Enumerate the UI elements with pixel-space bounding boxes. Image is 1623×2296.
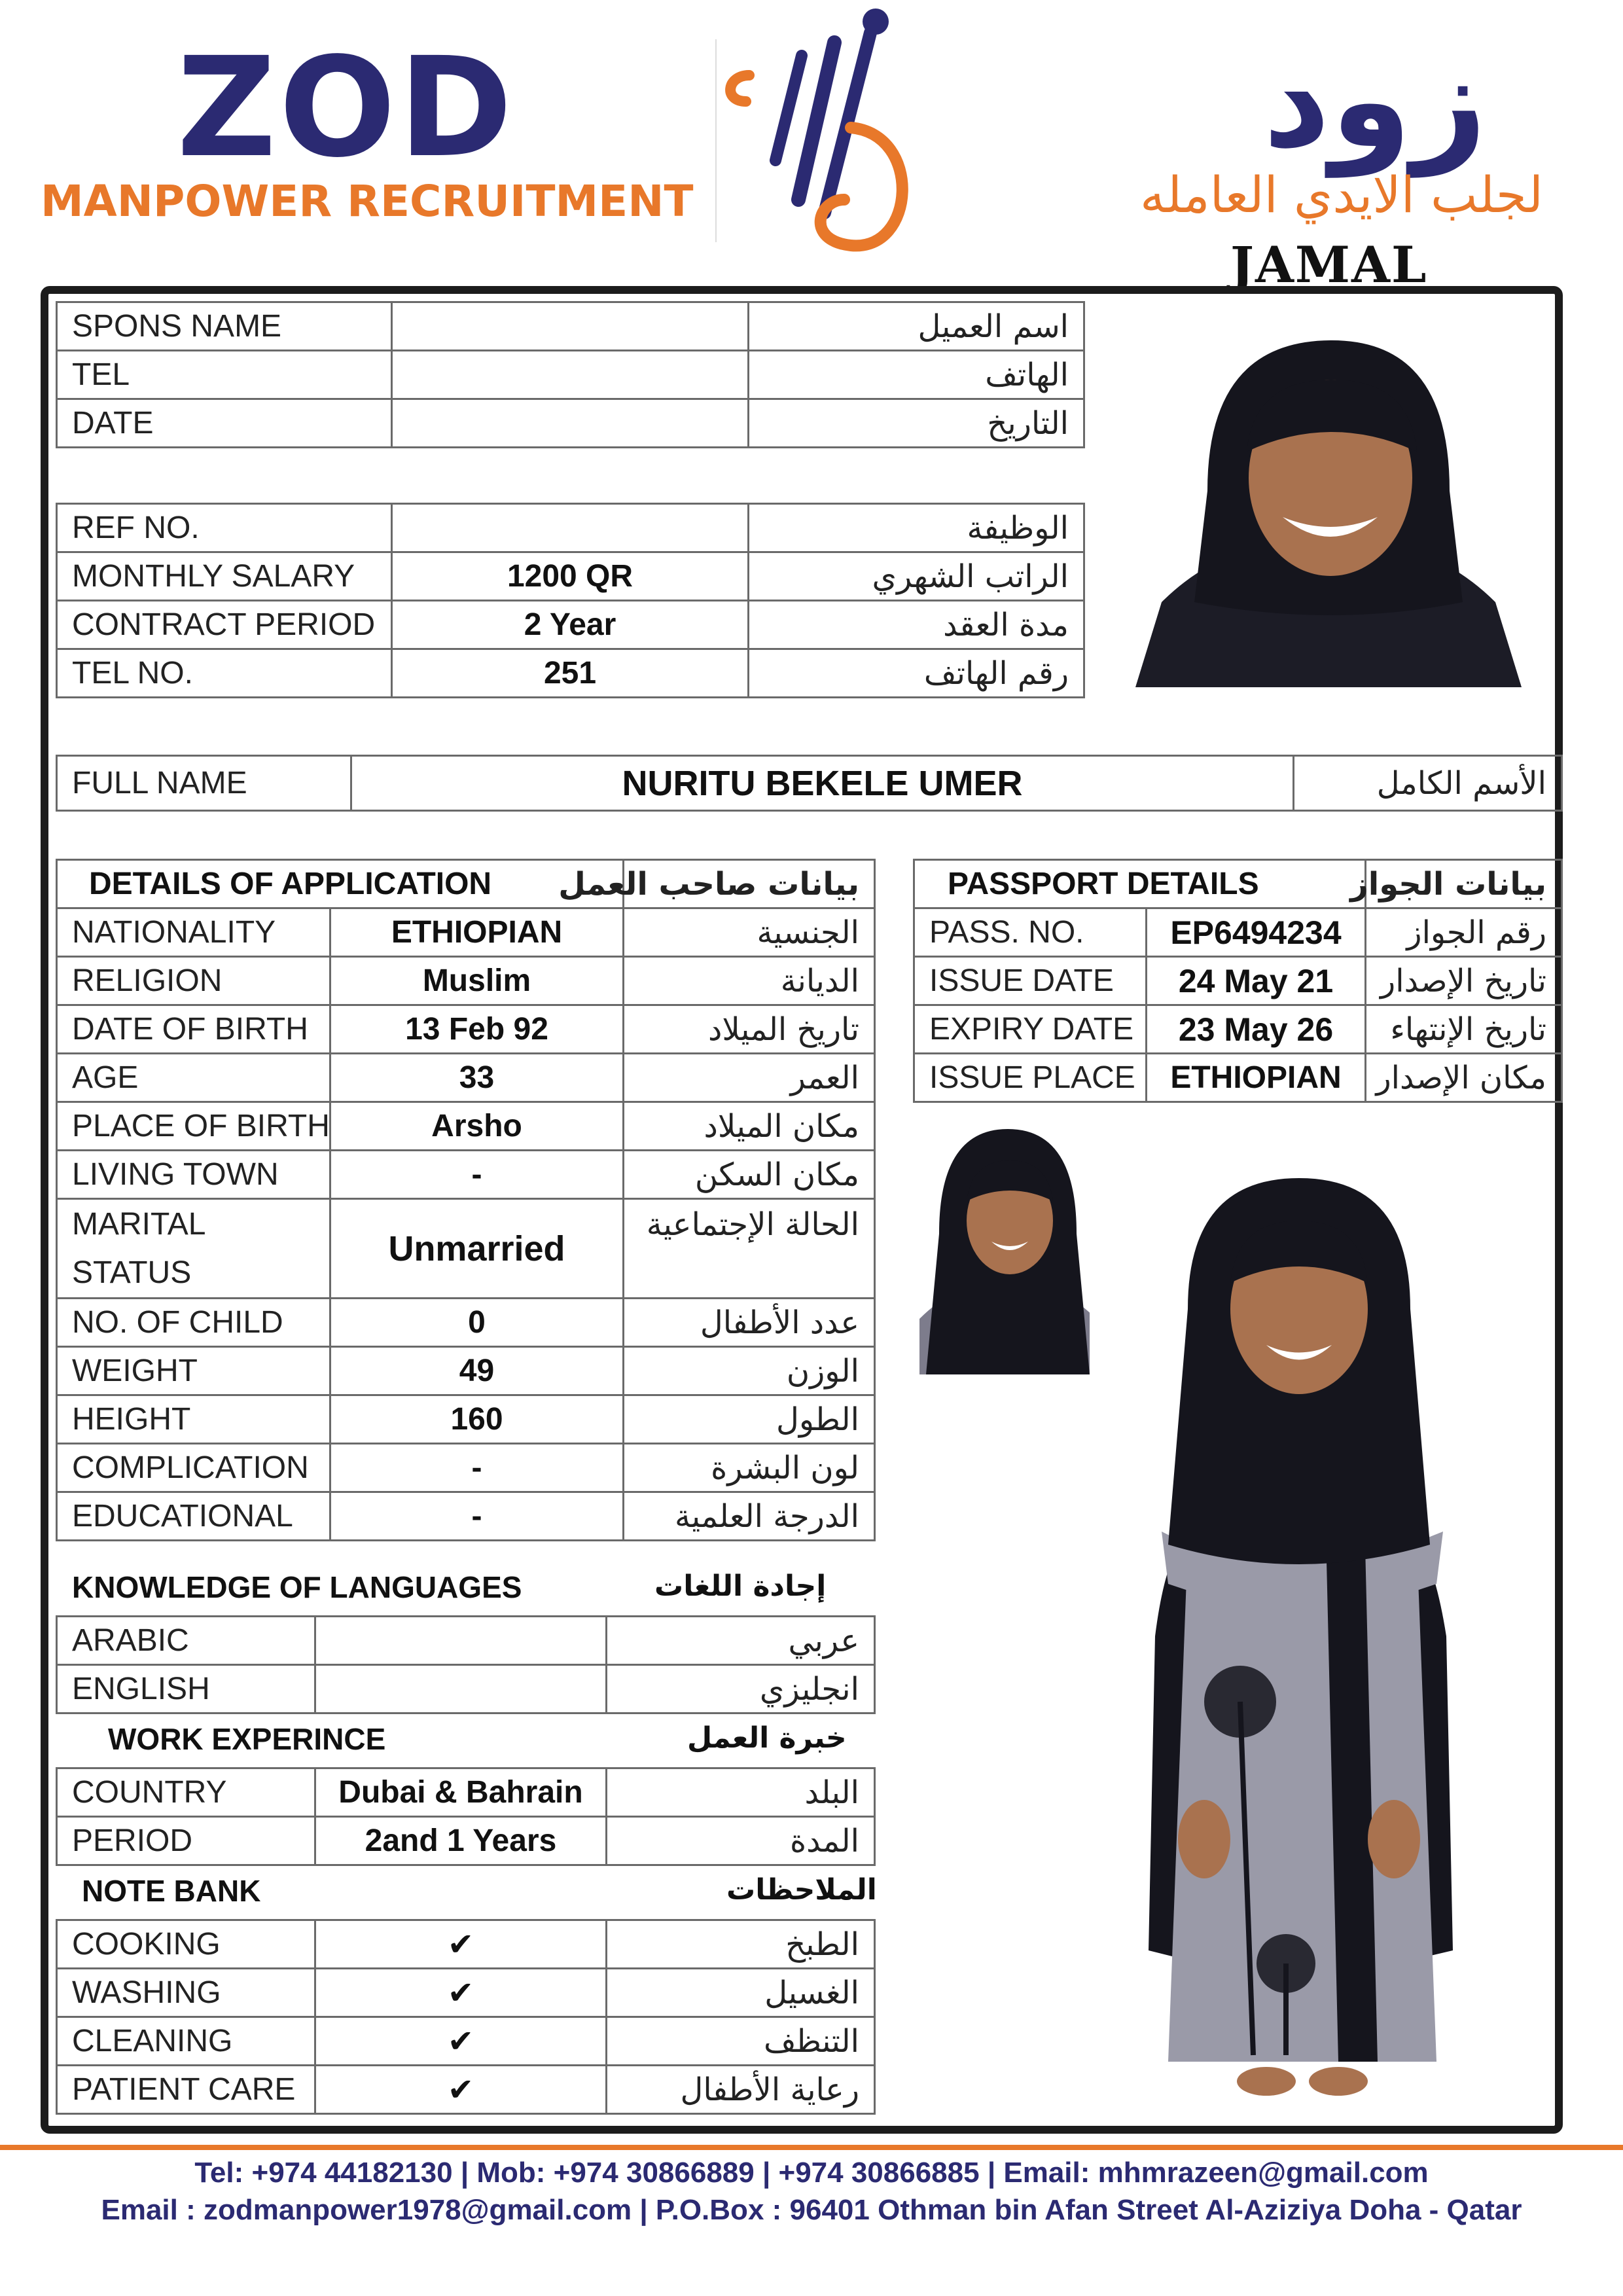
- brand-name-en: ZOD: [177, 27, 516, 188]
- cell-label-ar: الجنسية: [624, 908, 875, 957]
- marital-label-line1: MARITAL: [72, 1206, 206, 1242]
- marital-label: [57, 1199, 330, 1299]
- cell-label: MONTHLY SALARY: [57, 552, 392, 601]
- experience-title-ar: خبرة العمل: [687, 1721, 847, 1755]
- cell-value: [392, 399, 749, 448]
- cell-value: 49: [330, 1347, 624, 1395]
- cell-value: -: [330, 1151, 624, 1199]
- cell-value: 2and 1 Years: [315, 1817, 607, 1865]
- cell-value: 23 May 26: [1147, 1005, 1366, 1054]
- cell-label-ar: تاريخ الإصدار: [1366, 957, 1562, 1005]
- table-row: [57, 1299, 875, 1347]
- marital-label-ar: الحالة الإجتماعية: [624, 1199, 875, 1299]
- table-row: [57, 1199, 875, 1299]
- full-name-value: NURITU BEKELE UMER: [351, 756, 1294, 811]
- head-photo: [1135, 321, 1522, 687]
- cell-label: AGE: [57, 1054, 330, 1102]
- table-row: [57, 1665, 875, 1713]
- table-row: [57, 1005, 875, 1054]
- small-portrait-photo: [919, 1122, 1096, 1374]
- cell-label: CLEANING: [57, 2017, 315, 2066]
- cell-label: ISSUE PLACE: [914, 1054, 1147, 1102]
- cell-label-ar: الطول: [624, 1395, 875, 1444]
- cell-value: ETHIOPIAN: [330, 908, 624, 957]
- table-row: [914, 908, 1562, 957]
- table-row: [57, 1395, 875, 1444]
- cell-label: HEIGHT: [57, 1395, 330, 1444]
- cell-label-ar: تاريخ الميلاد: [624, 1005, 875, 1054]
- cell-label: ARABIC: [57, 1617, 315, 1665]
- table-row: [57, 1617, 875, 1665]
- check-icon: ✔: [315, 2017, 607, 2066]
- cell-label: WASHING: [57, 1969, 315, 2017]
- table-row: [57, 957, 875, 1005]
- cell-label-ar: مدة العقد: [749, 601, 1084, 649]
- cell-value: 2 Year: [392, 601, 749, 649]
- cell-label-ar: التاريخ: [749, 399, 1084, 448]
- cell-label-ar: العمر: [624, 1054, 875, 1102]
- cell-label-ar: رعاية الأطفال: [607, 2066, 875, 2114]
- passport-title-ar: بيانات الجواز: [1366, 860, 1562, 908]
- cell-label: DATE OF BIRTH: [57, 1005, 330, 1054]
- cell-label: NATIONALITY: [57, 908, 330, 957]
- notes-table: [56, 1919, 876, 2115]
- cell-label: PASS. NO.: [914, 908, 1147, 957]
- cell-label-ar: البلد: [607, 1768, 875, 1817]
- cell-label-ar: الديانة: [624, 957, 875, 1005]
- cell-label-ar: تاريخ الإنتهاء: [1366, 1005, 1562, 1054]
- table-row: [57, 601, 1084, 649]
- cell-label: TEL NO.: [57, 649, 392, 698]
- check-icon: ✔: [315, 1969, 607, 2017]
- cell-label-ar: الراتب الشهري: [749, 552, 1084, 601]
- full-name-label-ar: الأسم الكامل: [1294, 756, 1562, 811]
- full-name-label: FULL NAME: [57, 756, 351, 811]
- brand-subtitle-ar: لجلب الايدي العامله: [1139, 166, 1543, 224]
- cell-value: [392, 504, 749, 552]
- passport-title: PASSPORT DETAILS: [914, 860, 1366, 908]
- cell-label: COUNTRY: [57, 1768, 315, 1817]
- cell-label: PLACE OF BIRTH: [57, 1102, 330, 1151]
- table-row: [57, 649, 1084, 698]
- table-row: [914, 1005, 1562, 1054]
- application-title: DETAILS OF APPLICATION: [57, 860, 624, 908]
- agent-name: JAMAL: [1230, 236, 1428, 294]
- cell-label: ISSUE DATE: [914, 957, 1147, 1005]
- cell-label: PATIENT CARE: [57, 2066, 315, 2114]
- cell-value: 160: [330, 1395, 624, 1444]
- marital-value: Unmarried: [330, 1199, 624, 1299]
- cell-label: COOKING: [57, 1920, 315, 1969]
- cell-label-ar: الغسيل: [607, 1969, 875, 2017]
- check-icon: ✔: [315, 2066, 607, 2114]
- table-row: [57, 1492, 875, 1541]
- table-row: [57, 2066, 875, 2114]
- table-row: [914, 957, 1562, 1005]
- table-row: [57, 2017, 875, 2066]
- header-divider: [715, 39, 717, 242]
- footer-divider: [0, 2145, 1623, 2150]
- footer-contact-line1: Tel: +974 44182130 | Mob: +974 30866889 | +974 30866885 | Email: mhmrazeen@gmail.com: [194, 2157, 1429, 2189]
- experience-title: WORK EXPERINCE: [108, 1722, 386, 1756]
- cell-label: ENGLISH: [57, 1665, 315, 1713]
- notes-title: NOTE BANK: [82, 1874, 261, 1908]
- cell-label: RELIGION: [57, 957, 330, 1005]
- full-body-photo: [1090, 1178, 1508, 2114]
- check-icon: ✔: [315, 1920, 607, 1969]
- cell-label-ar: مكان الإصدار: [1366, 1054, 1562, 1102]
- cell-label: WEIGHT: [57, 1347, 330, 1395]
- cell-value: [392, 351, 749, 399]
- table-row: [57, 302, 1084, 351]
- passport-table: [913, 859, 1563, 1103]
- cell-label: TEL: [57, 351, 392, 399]
- table-row: [57, 1768, 875, 1817]
- company-logo-icon: [720, 3, 929, 262]
- table-row: [57, 1444, 875, 1492]
- application-table: [56, 859, 876, 1541]
- languages-title: KNOWLEDGE OF LANGUAGES: [72, 1570, 522, 1604]
- table-row: [914, 1054, 1562, 1102]
- cell-label-ar: عدد الأطفال: [624, 1299, 875, 1347]
- cell-value: EP6494234: [1147, 908, 1366, 957]
- languages-table: [56, 1615, 876, 1714]
- cell-label-ar: انجليزي: [607, 1665, 875, 1713]
- cell-label-ar: اسم العميل: [749, 302, 1084, 351]
- cell-label-ar: التنظف: [607, 2017, 875, 2066]
- table-row: [57, 1817, 875, 1865]
- table-row: [57, 1054, 875, 1102]
- languages-title-ar: إجادة اللغات: [654, 1570, 827, 1603]
- cell-value: Dubai & Bahrain: [315, 1768, 607, 1817]
- table-row: [57, 1969, 875, 2017]
- full-name-table: [56, 755, 1563, 812]
- cell-label-ar: رقم الجواز: [1366, 908, 1562, 957]
- table-row: [57, 1151, 875, 1199]
- cell-label: CONTRACT PERIOD: [57, 601, 392, 649]
- brand-subtitle-en: MANPOWER RECRUITMENT: [41, 176, 694, 226]
- cell-value: Arsho: [330, 1102, 624, 1151]
- cell-label-ar: مكان السكن: [624, 1151, 875, 1199]
- cell-value: ETHIOPIAN: [1147, 1054, 1366, 1102]
- table-row: [914, 860, 1562, 908]
- cell-label: EDUCATIONAL: [57, 1492, 330, 1541]
- cell-value: 251: [392, 649, 749, 698]
- cell-label-ar: رقم الهاتف: [749, 649, 1084, 698]
- cell-label-ar: المدة: [607, 1817, 875, 1865]
- cell-label: REF NO.: [57, 504, 392, 552]
- cell-value: -: [330, 1444, 624, 1492]
- footer-contact-line2: Email : zodmanpower1978@gmail.com | P.O.Box : 96401 Othman bin Afan Street Al-Aziziya Doha - Qatar: [101, 2194, 1522, 2226]
- table-row: [57, 1920, 875, 1969]
- cell-label-ar: الدرجة العلمية: [624, 1492, 875, 1541]
- cell-label: SPONS NAME: [57, 302, 392, 351]
- cell-label-ar: مكان الميلاد: [624, 1102, 875, 1151]
- cell-label: LIVING TOWN: [57, 1151, 330, 1199]
- cell-value: 1200 QR: [392, 552, 749, 601]
- cell-label: COMPLICATION: [57, 1444, 330, 1492]
- table-row: [57, 860, 875, 908]
- cell-label-ar: الطبخ: [607, 1920, 875, 1969]
- cell-label: NO. OF CHILD: [57, 1299, 330, 1347]
- cell-value: 33: [330, 1054, 624, 1102]
- brand-name-ar: زود: [1263, 25, 1488, 177]
- cell-label-ar: الهاتف: [749, 351, 1084, 399]
- table-row: [57, 399, 1084, 448]
- marital-label-line2: STATUS: [72, 1255, 192, 1290]
- table-row: [57, 1102, 875, 1151]
- table-row: [57, 1347, 875, 1395]
- cell-label: EXPIRY DATE: [914, 1005, 1147, 1054]
- job-table: [56, 503, 1085, 698]
- cell-value: 24 May 21: [1147, 957, 1366, 1005]
- cell-value: [315, 1617, 607, 1665]
- table-row: [57, 908, 875, 957]
- table-row: [57, 552, 1084, 601]
- table-row: [57, 756, 1562, 811]
- table-row: [57, 351, 1084, 399]
- cell-value: [392, 302, 749, 351]
- cell-label-ar: لون البشرة: [624, 1444, 875, 1492]
- cell-value: -: [330, 1492, 624, 1541]
- cell-label: DATE: [57, 399, 392, 448]
- cell-value: 0: [330, 1299, 624, 1347]
- cell-value: Muslim: [330, 957, 624, 1005]
- cell-value: [315, 1665, 607, 1713]
- application-title-ar: بيانات صاحب العمل: [624, 860, 875, 908]
- table-row: [57, 504, 1084, 552]
- cell-value: 13 Feb 92: [330, 1005, 624, 1054]
- cell-label-ar: عربي: [607, 1617, 875, 1665]
- experience-table: [56, 1767, 876, 1866]
- notes-title-ar: الملاحظات: [726, 1873, 877, 1907]
- cell-label-ar: الوظيفة: [749, 504, 1084, 552]
- cell-label-ar: الوزن: [624, 1347, 875, 1395]
- cell-label: PERIOD: [57, 1817, 315, 1865]
- sponsor-table: [56, 301, 1085, 448]
